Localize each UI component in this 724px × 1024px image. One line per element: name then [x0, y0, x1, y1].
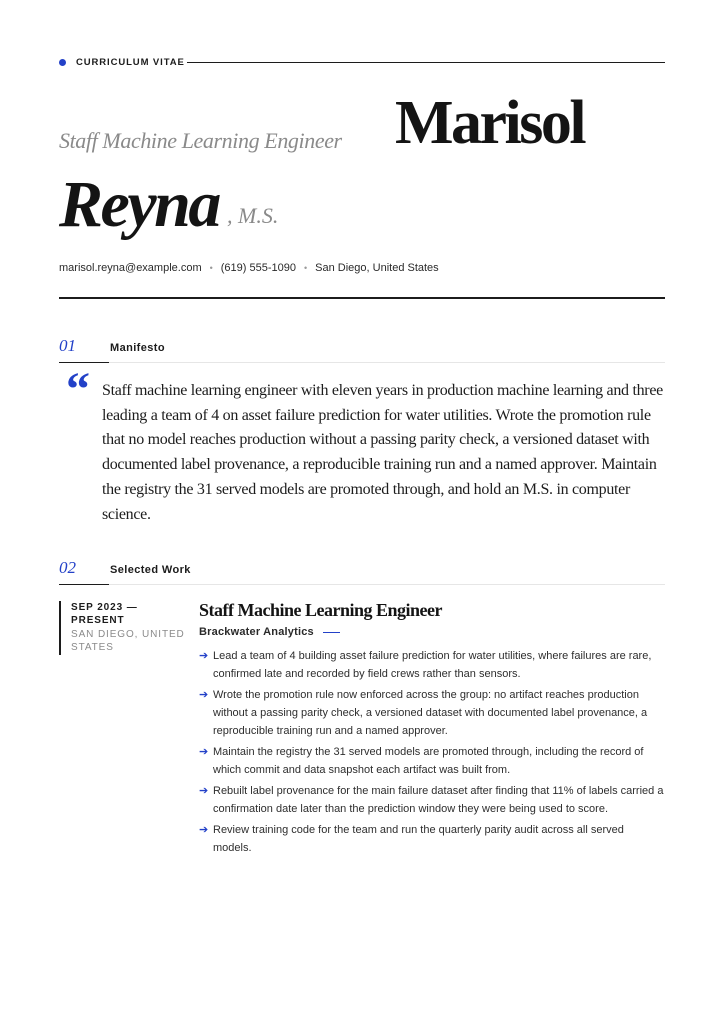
section-header-manifesto — [59, 336, 665, 364]
section-number: 01 — [59, 336, 76, 355]
contact-separator: • — [304, 263, 308, 273]
list-item — [199, 743, 665, 779]
arrow-right-icon: ➔ — [199, 785, 209, 797]
manifesto-text: Staff machine learning engineer with eleven years in production machine learning and three leading a team of 4 on asset failure prediction for water utilities. Wrote the promotion rule that no model reaches production without a passing parity check, a versioned dataset with documented label provenance, a reproducible training run and a named approver. Maintain the registry the 31 served models are promoted through, and hold an M.S. in computer science. — [102, 382, 663, 523]
role-title: Staff Machine Learning Engineer — [59, 128, 342, 153]
last-name: Reyna — [59, 168, 219, 241]
list-item — [199, 686, 665, 740]
accent-dot-icon — [59, 59, 66, 66]
list-item — [199, 782, 665, 818]
quote-icon: “ — [66, 363, 90, 416]
kicker-rule — [187, 62, 665, 63]
arrow-right-icon: ➔ — [199, 746, 209, 758]
section-header-selected-work — [59, 558, 665, 586]
job-dates: SEP 2023 — PRESENT — [71, 602, 138, 626]
section-divider — [109, 362, 665, 363]
list-item — [199, 821, 665, 857]
contact-line — [59, 261, 439, 275]
bullet-text: Maintain the registry the 31 served models are promoted through, including the record of which commit and data snapshot each artifact was built from. — [213, 746, 644, 776]
bullet-text: Wrote the promotion rule now enforced across the group: no artifact reaches production without a passing parity check, a versioned dataset with documented label provenance, a reproducible training run and a named approver. — [213, 689, 648, 737]
company-accent-rule — [323, 632, 340, 633]
header-divider — [59, 297, 665, 299]
first-name: Marisol — [395, 89, 585, 157]
email-link[interactable]: marisol.reyna@example.com — [59, 262, 202, 274]
kicker-label: CURRICULUM VITAE — [76, 57, 185, 68]
arrow-right-icon: ➔ — [199, 824, 209, 836]
section-number: 02 — [59, 558, 76, 577]
name-block — [59, 90, 665, 250]
job-title: Staff Machine Learning Engineer — [199, 600, 442, 620]
job-location: SAN DIEGO, UNITED STATES — [71, 629, 185, 653]
contact-separator: • — [209, 263, 213, 273]
arrow-right-icon: ➔ — [199, 650, 209, 662]
section-number-rule — [59, 584, 109, 585]
section-divider — [109, 584, 665, 585]
job-meta — [59, 601, 186, 655]
section-title: Manifesto — [110, 342, 165, 354]
section-title: Selected Work — [110, 564, 191, 576]
location: San Diego, United States — [315, 262, 439, 274]
cv-kicker — [59, 56, 665, 70]
bullet-text: Lead a team of 4 building asset failure prediction for water utilities, where failures are rare, confirmed late and recorded by field crews rather than sensors. — [213, 650, 652, 680]
job-bullets — [199, 647, 665, 857]
company-name — [199, 625, 665, 639]
arrow-right-icon: ➔ — [199, 689, 209, 701]
job-entry — [199, 598, 665, 860]
bullet-text: Review training code for the team and run the quarterly parity audit across all served models. — [213, 824, 624, 854]
phone-number[interactable]: (619) 555-1090 — [220, 262, 296, 274]
bullet-text: Rebuilt label provenance for the main failure dataset after finding that 11% of labels carried a confirmation date later than the prediction window they were being used to score. — [213, 785, 664, 815]
degree-suffix: , M.S. — [227, 203, 279, 228]
company-label: Brackwater Analytics — [199, 626, 314, 638]
list-item — [199, 647, 665, 683]
